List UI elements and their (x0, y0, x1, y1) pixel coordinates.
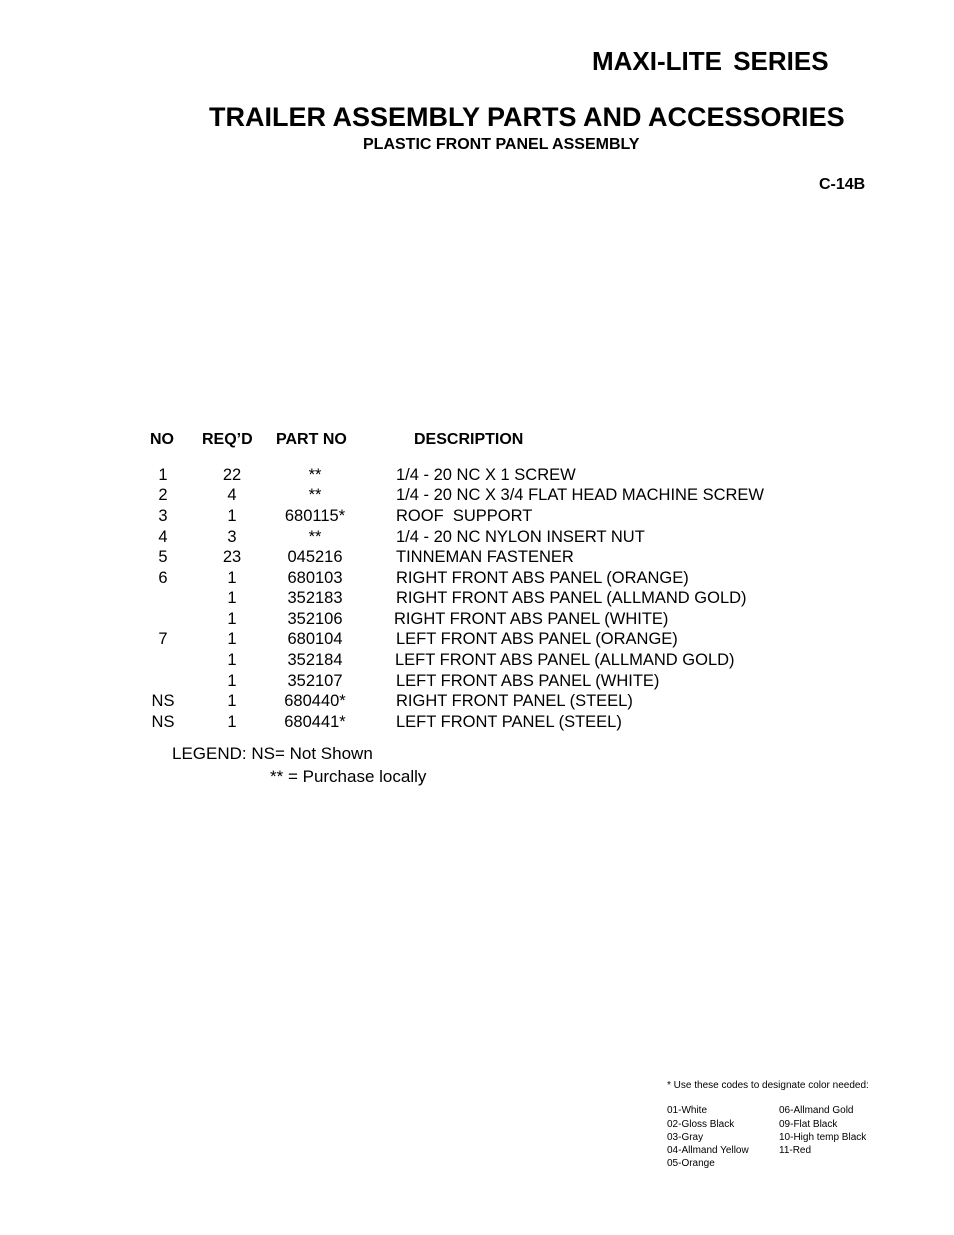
series-title: MAXI-LITE SERIES (592, 46, 829, 76)
table-row (0, 466, 954, 487)
row-no: 1 (158, 466, 168, 484)
row-description: RIGHT FRONT ABS PANEL (ALLMAND GOLD) (396, 589, 747, 607)
header-no: NO (150, 431, 174, 448)
row-description: 1/4 - 20 NC X 1 SCREW (396, 466, 576, 484)
row-part-no: 352107 (287, 672, 343, 690)
row-reqd: 23 (222, 548, 242, 566)
row-reqd: 3 (227, 528, 237, 546)
table-row (0, 589, 954, 610)
row-no: 2 (158, 486, 168, 504)
table-row (0, 548, 954, 569)
color-code: 11-Red (779, 1145, 812, 1156)
row-description: 1/4 - 20 NC NYLON INSERT NUT (396, 528, 645, 546)
row-no: 3 (158, 507, 168, 525)
row-description: RIGHT FRONT ABS PANEL (ORANGE) (396, 569, 689, 587)
row-reqd: 4 (227, 486, 237, 504)
table-row (0, 672, 954, 693)
row-description: LEFT FRONT PANEL (STEEL) (396, 713, 622, 731)
page-subtitle: PLASTIC FRONT PANEL ASSEMBLY (363, 136, 640, 153)
table-row (0, 486, 954, 507)
table-row (0, 569, 954, 590)
row-reqd: 1 (227, 713, 237, 731)
color-code: 10-High temp Black (779, 1132, 867, 1143)
header-part-no: PART NO (276, 431, 347, 448)
row-no: 7 (158, 630, 168, 648)
row-reqd: 1 (227, 672, 237, 690)
row-no: NS (151, 713, 175, 731)
row-description: ROOF SUPPORT (396, 507, 533, 525)
table-row (0, 528, 954, 549)
table-row (0, 651, 954, 672)
row-part-no: 352184 (287, 651, 343, 669)
row-part-no: 680441* (284, 713, 346, 731)
row-part-no: 352183 (287, 589, 343, 607)
table-row (0, 630, 954, 651)
row-description: RIGHT FRONT ABS PANEL (WHITE) (394, 610, 669, 628)
row-no: 6 (158, 569, 168, 587)
color-code: 01-White (667, 1105, 708, 1116)
table-row (0, 507, 954, 528)
table-row (0, 713, 954, 734)
legend-not-shown: LEGEND: NS= Not Shown (172, 744, 373, 763)
color-code: 06-Allmand Gold (779, 1105, 854, 1116)
row-description: LEFT FRONT ABS PANEL (ORANGE) (396, 630, 678, 648)
color-code: 04-Allmand Yellow (667, 1145, 749, 1156)
row-reqd: 1 (227, 692, 237, 710)
row-part-no: ** (308, 466, 322, 484)
row-description: TINNEMAN FASTENER (396, 548, 574, 566)
table-row (0, 692, 954, 713)
page-title: TRAILER ASSEMBLY PARTS AND ACCESSORIES (209, 102, 845, 132)
row-no: NS (151, 692, 175, 710)
row-reqd: 1 (227, 610, 237, 628)
color-code: 02-Gloss Black (667, 1119, 735, 1130)
row-description: LEFT FRONT ABS PANEL (ALLMAND GOLD) (395, 651, 735, 669)
row-description: RIGHT FRONT PANEL (STEEL) (396, 692, 633, 710)
color-codes-note: * Use these codes to designate color needed: (667, 1080, 869, 1091)
row-description: LEFT FRONT ABS PANEL (WHITE) (396, 672, 660, 690)
color-code: 05-Orange (667, 1158, 715, 1169)
page-reference: C-14B (819, 176, 866, 193)
header-reqd: REQ’D (202, 431, 253, 448)
row-reqd: 22 (222, 466, 242, 484)
row-part-no: 680103 (287, 569, 343, 587)
row-description: 1/4 - 20 NC X 3/4 FLAT HEAD MACHINE SCREW (396, 486, 764, 504)
row-no: 4 (158, 528, 168, 546)
row-part-no: 352106 (287, 610, 343, 628)
row-part-no: 045216 (287, 548, 343, 566)
row-part-no: ** (308, 528, 322, 546)
row-part-no: 680104 (287, 630, 343, 648)
table-row (0, 610, 954, 631)
row-reqd: 1 (227, 589, 237, 607)
row-reqd: 1 (227, 651, 237, 669)
row-part-no: ** (308, 486, 322, 504)
header-description: DESCRIPTION (414, 431, 524, 448)
row-part-no: 680115* (284, 507, 346, 525)
row-no: 5 (158, 548, 168, 566)
row-reqd: 1 (227, 507, 237, 525)
row-reqd: 1 (227, 630, 237, 648)
color-code: 03-Gray (667, 1132, 704, 1143)
row-reqd: 1 (227, 569, 237, 587)
row-part-no: 680440* (284, 692, 346, 710)
color-code: 09-Flat Black (779, 1119, 838, 1130)
legend-purchase-locally: ** = Purchase locally (270, 767, 427, 786)
